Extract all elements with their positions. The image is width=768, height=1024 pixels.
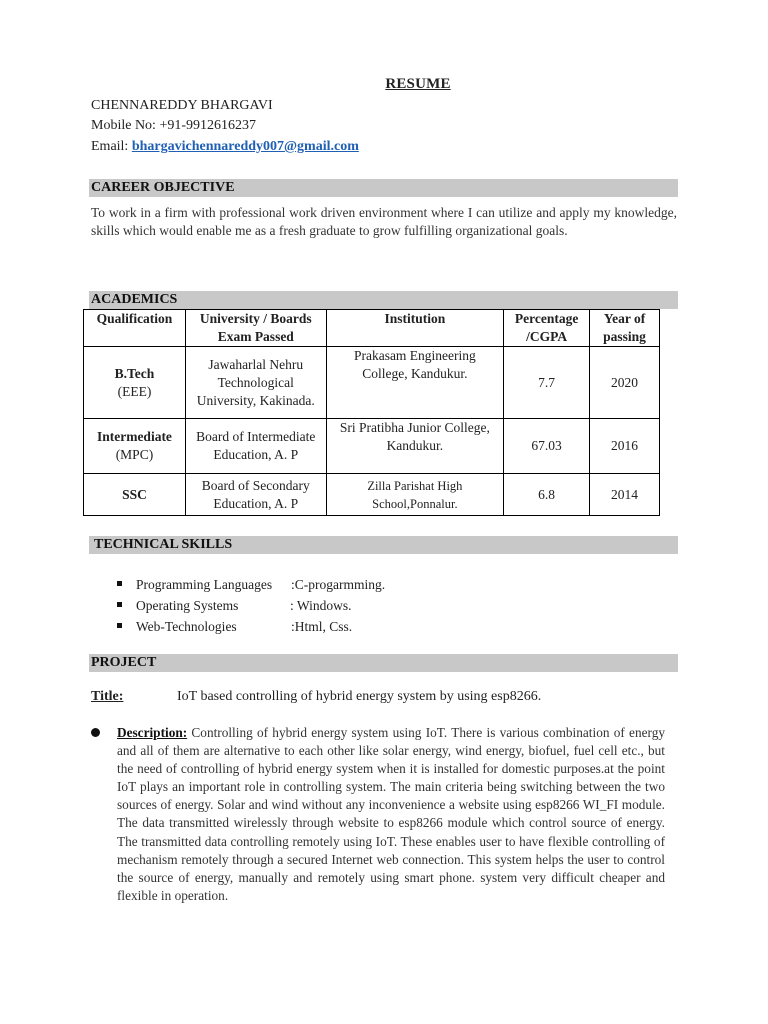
- qualification-name: B.Tech: [114, 365, 155, 381]
- academics-table: [83, 309, 660, 516]
- bullet-icon: [91, 728, 100, 737]
- description-text: Controlling of hybrid energy system using IoT. There is various combination of energy and all of them are alternative to each other like solar energy, wind energy, biofuel, fuel cell etc., but the need of controlling of hybrid energy system when it is installed for domestic purposes.at the point IoT plays an important role in controlling system. The main criteria being switching between the two sources of energy. Solar and wind without any inconvenience a website using esp8266 WI_FI module. The data transmitted wirelessly through website to esp8266 module which control source of energy. The transmitted data controlling remotely using IoT. These enables user to have flexible controlling of mechanism remotely through a secured Internet web connection. This system helps the user to control the source of energy, manually and remotely using smart phone. system very difficult cheaper and flexible in operation.: [117, 725, 665, 903]
- qualification-cell: [84, 347, 186, 419]
- bullet-icon: [117, 581, 122, 586]
- email-label: Email:: [91, 139, 129, 154]
- list-item: [117, 616, 567, 637]
- list-item: [117, 574, 567, 595]
- table-header-row: [84, 310, 660, 347]
- year-cell: 2016: [590, 419, 660, 474]
- year-cell: 2014: [590, 474, 660, 516]
- board-cell: Board of Secondary Education, A. P: [185, 474, 326, 516]
- skill-value: : Windows.: [290, 598, 352, 613]
- institution-cell: Sri Pratibha Junior College, Kandukur.: [326, 419, 504, 474]
- description-label: Description:: [117, 725, 188, 740]
- score-cell: 7.7: [504, 347, 590, 419]
- career-objective-heading: CAREER OBJECTIVE: [89, 179, 678, 197]
- mobile-number: +91-9912616237: [159, 118, 257, 133]
- institution-cell: Zilla Parishat High School,Ponnalur.: [326, 474, 504, 516]
- mobile-label: Mobile No:: [91, 118, 156, 133]
- project-description: [117, 724, 665, 905]
- qualification-branch: (EEE): [117, 383, 152, 399]
- col-qualification: Qualification: [84, 310, 186, 347]
- table-row: [84, 474, 660, 516]
- mobile-line: [91, 117, 256, 135]
- table-row: [84, 347, 660, 419]
- skill-name: Operating Systems: [136, 598, 239, 613]
- qualification-cell: [84, 474, 186, 516]
- qualification-cell: [84, 419, 186, 474]
- qualification-branch: (MPC): [115, 447, 154, 462]
- year-cell: 2020: [590, 347, 660, 419]
- institution-cell: Prakasam Engineering College, Kandukur.: [326, 347, 504, 419]
- email-link[interactable]: bhargavichennareddy007@gmail.com: [131, 139, 359, 154]
- score-cell: 67.03: [504, 419, 590, 474]
- list-item: [117, 595, 567, 616]
- score-cell: 6.8: [504, 474, 590, 516]
- skill-value: :Html, Css.: [291, 619, 353, 634]
- board-cell: Jawaharlal Nehru Technological University, Kakinada.: [185, 347, 326, 419]
- skill-name: Programming Languages: [136, 577, 273, 592]
- technical-skills-heading: TECHNICAL SKILLS: [89, 536, 678, 554]
- skill-name: Web-Technologies: [136, 619, 237, 634]
- col-percentage: Percentage /CGPA: [504, 310, 590, 347]
- qualification-name: SSC: [122, 486, 147, 502]
- bullet-icon: [117, 602, 122, 607]
- skills-list: [117, 574, 567, 637]
- project-title-label: Title:: [91, 689, 124, 704]
- board-cell: Board of Intermediate Education, A. P: [185, 419, 326, 474]
- resume-title: RESUME: [385, 76, 451, 92]
- col-institution: Institution: [326, 310, 504, 347]
- col-year: Year of passing: [590, 310, 660, 347]
- email-line: [91, 138, 359, 156]
- table-row: [84, 419, 660, 474]
- candidate-name: CHENNAREDDY BHARGAVI: [91, 98, 273, 113]
- bullet-icon: [117, 623, 122, 628]
- academics-heading: ACADEMICS: [89, 291, 678, 309]
- skill-value: :C-progarmming.: [291, 577, 386, 592]
- project-title: IoT based controlling of hybrid energy system by using esp8266.: [177, 689, 542, 704]
- career-objective-text: To work in a firm with professional work driven environment where I can utilize and apply my knowledge, skills which would enable me as a fresh graduate to grow fulfilling organizational goals.: [91, 205, 677, 239]
- qualification-name: Intermediate: [96, 429, 172, 444]
- col-board: University / Boards Exam Passed: [185, 310, 326, 347]
- project-heading: PROJECT: [89, 654, 678, 672]
